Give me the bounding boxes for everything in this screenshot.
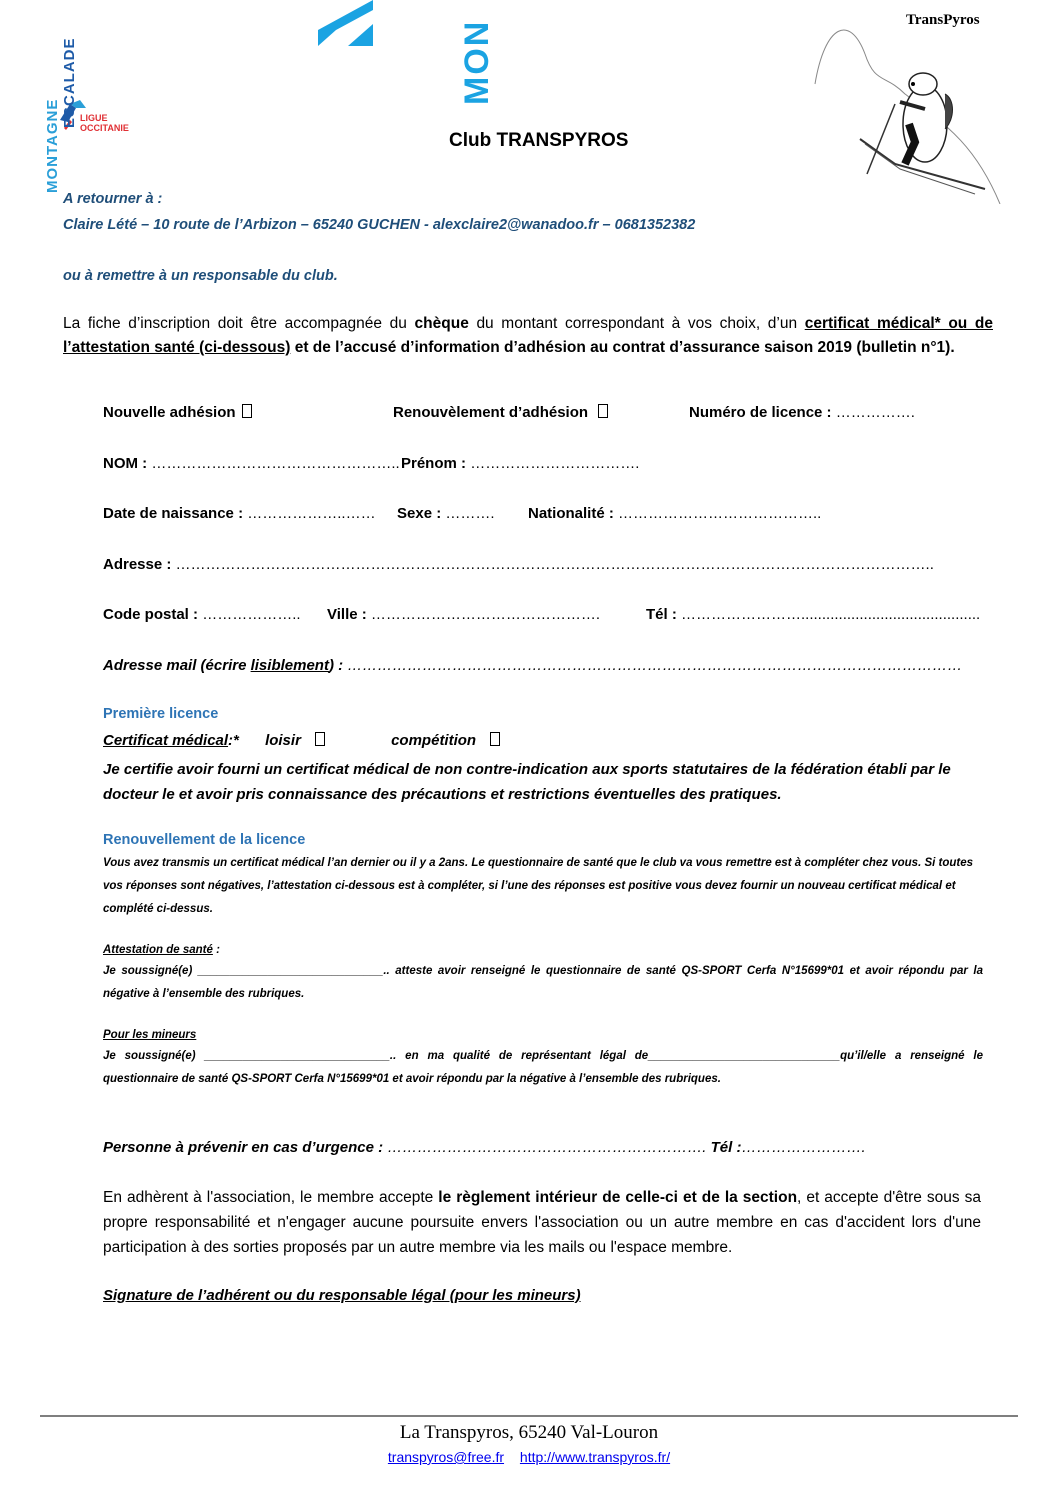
prenom-blank[interactable]: …………………………….	[470, 455, 640, 472]
renouvellement-adhesion-option[interactable]	[393, 404, 608, 421]
prenom-label: Prénom :	[401, 455, 467, 472]
footer-divider	[40, 1415, 1018, 1417]
urgence-tel-blank[interactable]: …………………….	[741, 1139, 866, 1156]
certificat-medical-label: Certificat médical	[103, 732, 229, 749]
reglement-text-2: , et accepte d'être sous sa propre responsabilité et n'engager aucune poursuite envers l'association ou un autre membre en cas d'accident lors d'une participation à des sorties proposés par un autre membre via les mails ou l'espace membre.	[103, 1189, 981, 1256]
intro-cheque: chèque	[414, 315, 469, 332]
adresse-field[interactable]	[103, 556, 934, 573]
tel-blank[interactable]: ……………………...........................................	[681, 606, 981, 623]
tel-field[interactable]	[646, 606, 980, 623]
nom-label: NOM :	[103, 455, 148, 472]
nationalite-label: Nationalité :	[528, 505, 614, 522]
intro-text-1: La fiche d’inscription doit être accompagnée du	[63, 315, 415, 332]
return-alternative: ou à remettre à un responsable du club.	[63, 268, 338, 284]
sexe-label: Sexe :	[397, 505, 442, 522]
date-naissance-blank[interactable]: ………………..……	[247, 505, 376, 522]
sexe-blank[interactable]: ……….	[445, 505, 495, 522]
ville-blank[interactable]: ……………………………………….	[370, 606, 601, 623]
ffme-ligue-occitanie-logo	[28, 28, 148, 193]
email-field[interactable]	[103, 657, 962, 674]
numero-licence-field[interactable]	[689, 404, 915, 421]
montagne-text: MONTAGNE	[44, 98, 61, 193]
footer-links	[0, 1449, 1058, 1465]
renouvellement-heading: Renouvellement de la licence	[103, 832, 306, 848]
code-postal-label: Code postal :	[103, 606, 199, 623]
nom-blank[interactable]: …………………………………………..	[151, 455, 400, 472]
urgence-label: Personne à prévenir en cas d’urgence :	[103, 1139, 384, 1156]
ville-field[interactable]	[327, 606, 600, 623]
renouvellement-adhesion-label: Renouvèlement d’adhésion	[393, 404, 589, 421]
numero-licence-blank[interactable]: …………….	[835, 404, 915, 421]
premiere-licence-heading: Première licence	[103, 706, 219, 722]
adresse-blank[interactable]: ……………………………………………………………………………………………………………………………………..	[175, 556, 934, 573]
occitanie-label: OCCITANIE	[80, 123, 129, 133]
adresse-label: Adresse :	[103, 556, 172, 573]
intro-paragraph	[63, 312, 993, 360]
certificat-attestation-text: Je certifie avoir fourni un certificat médical de non contre-indication aux sports statutaires de la fédération établi par le docteur le et avoir pris connaissance des précautions et restrictions éventuelles des pratiques.	[103, 761, 951, 803]
urgence-field[interactable]	[103, 1139, 866, 1156]
sexe-field[interactable]	[397, 505, 495, 522]
email-blank[interactable]: ……………………………………………………………………………………………………………	[343, 657, 963, 674]
nouvelle-adhesion-label: Nouvelle adhésion	[103, 404, 236, 421]
nom-field[interactable]	[103, 455, 400, 472]
ffme-stripes-icon	[318, 0, 378, 48]
certificat-medical-row	[103, 732, 500, 749]
nationalite-blank[interactable]: …………………………………..	[618, 505, 822, 522]
email-label-prefix: Adresse mail (écrire	[103, 657, 251, 674]
intro-text-2: du montant correspondant à vos choix, d’un	[468, 315, 805, 332]
date-naissance-field[interactable]	[103, 505, 376, 522]
competition-checkbox[interactable]	[490, 732, 500, 746]
renouvellement-text: Vous avez transmis un certificat médical l’an dernier ou il y a 2ans. Le questionnaire de santé que le club va vous remettre est à compléter chez vous. Si toutes vos réponses sont négatives, l’attestation ci-dessous est à compléter, si l’une des réponses est positive vous devez fournir un nouveau certificat médical et complété ci-dessus.	[103, 857, 974, 915]
email-label-underlined: lisiblement	[250, 657, 329, 674]
footer-address: La Transpyros, 65240 Val-Louron	[399, 1422, 659, 1443]
escalade-text: ESCALADE	[61, 37, 78, 128]
competition-label: compétition	[391, 732, 477, 749]
intro-text-3: et de l’accusé d’information d’adhésion au contrat d’assurance saison 2019 (bulletin n°1).	[290, 339, 955, 356]
urgence-blank[interactable]: ……………………………………………………….	[383, 1139, 707, 1156]
nationalite-field[interactable]	[528, 505, 821, 522]
attestation-colon: :	[212, 944, 220, 956]
footer-website-link[interactable]: http://www.transpyros.fr/	[519, 1449, 671, 1465]
ligue-occitanie-text	[80, 113, 129, 133]
return-heading: A retourner à :	[63, 191, 163, 207]
intro-certificat: certificat médical* ou de l’attestation santé (ci-dessous)	[63, 315, 993, 356]
certificat-medical-asterisk: :*	[228, 732, 239, 749]
reglement-text-1: En adhèrent à l'association, le membre accepte	[103, 1189, 439, 1206]
ville-label: Ville :	[327, 606, 367, 623]
ligue-label: LIGUE	[80, 113, 108, 123]
tel-label: Tél :	[646, 606, 677, 623]
loisir-checkbox[interactable]	[315, 732, 325, 746]
footer-email-link[interactable]: transpyros@free.fr	[387, 1449, 505, 1465]
renouvellement-adhesion-checkbox[interactable]	[598, 404, 608, 418]
mon-vertical-text: MON	[458, 19, 496, 105]
urgence-tel-label: Tél :	[710, 1139, 742, 1156]
attestation-sante-label: Attestation de santé	[103, 944, 213, 956]
code-postal-blank[interactable]: ………………..	[202, 606, 301, 623]
signature-label: Signature de l’adhérent ou du responsable légal (pour les mineurs)	[103, 1287, 581, 1304]
nouvelle-adhesion-option[interactable]	[103, 404, 252, 421]
mineurs-heading: Pour les mineurs	[103, 1029, 197, 1041]
transpyros-logo-title: TransPyros	[906, 12, 980, 28]
reglement-bold: le règlement intérieur de celle-ci et de la section	[438, 1189, 798, 1206]
reglement-paragraph	[103, 1185, 981, 1260]
code-postal-field[interactable]	[103, 606, 301, 623]
page-title: Club TRANSPYROS	[449, 130, 629, 151]
numero-licence-label: Numéro de licence :	[689, 404, 832, 421]
email-label-suffix: ) :	[328, 657, 344, 674]
prenom-field[interactable]	[401, 455, 639, 472]
nouvelle-adhesion-checkbox[interactable]	[242, 404, 252, 418]
skiing-bear-illustration	[805, 14, 1015, 204]
attestation-sante-heading	[103, 939, 220, 962]
mineurs-text[interactable]: Je soussigné(e) _____________________________.. en ma qualité de représentant légal de______________________________qu’il/elle a renseigné le questionnaire de santé QS-SPORT Cerfa N°15699*01 et avoir répondu par la négative à l’ensemble des rubriques.	[103, 1050, 983, 1085]
date-naissance-label: Date de naissance :	[103, 505, 244, 522]
loisir-label: loisir	[265, 732, 301, 749]
return-address: Claire Lété – 10 route de l’Arbizon – 65240 GUCHEN - alexclaire2@wanadoo.fr – 0681352382	[63, 217, 696, 233]
attestation-sante-text[interactable]: Je soussigné(e) _____________________________.. atteste avoir renseigné le questionnaire de santé QS-SPORT Cerfa N°15699*01 et avoir répondu par la négative à l’ensemble des rubriques.	[103, 965, 983, 1000]
